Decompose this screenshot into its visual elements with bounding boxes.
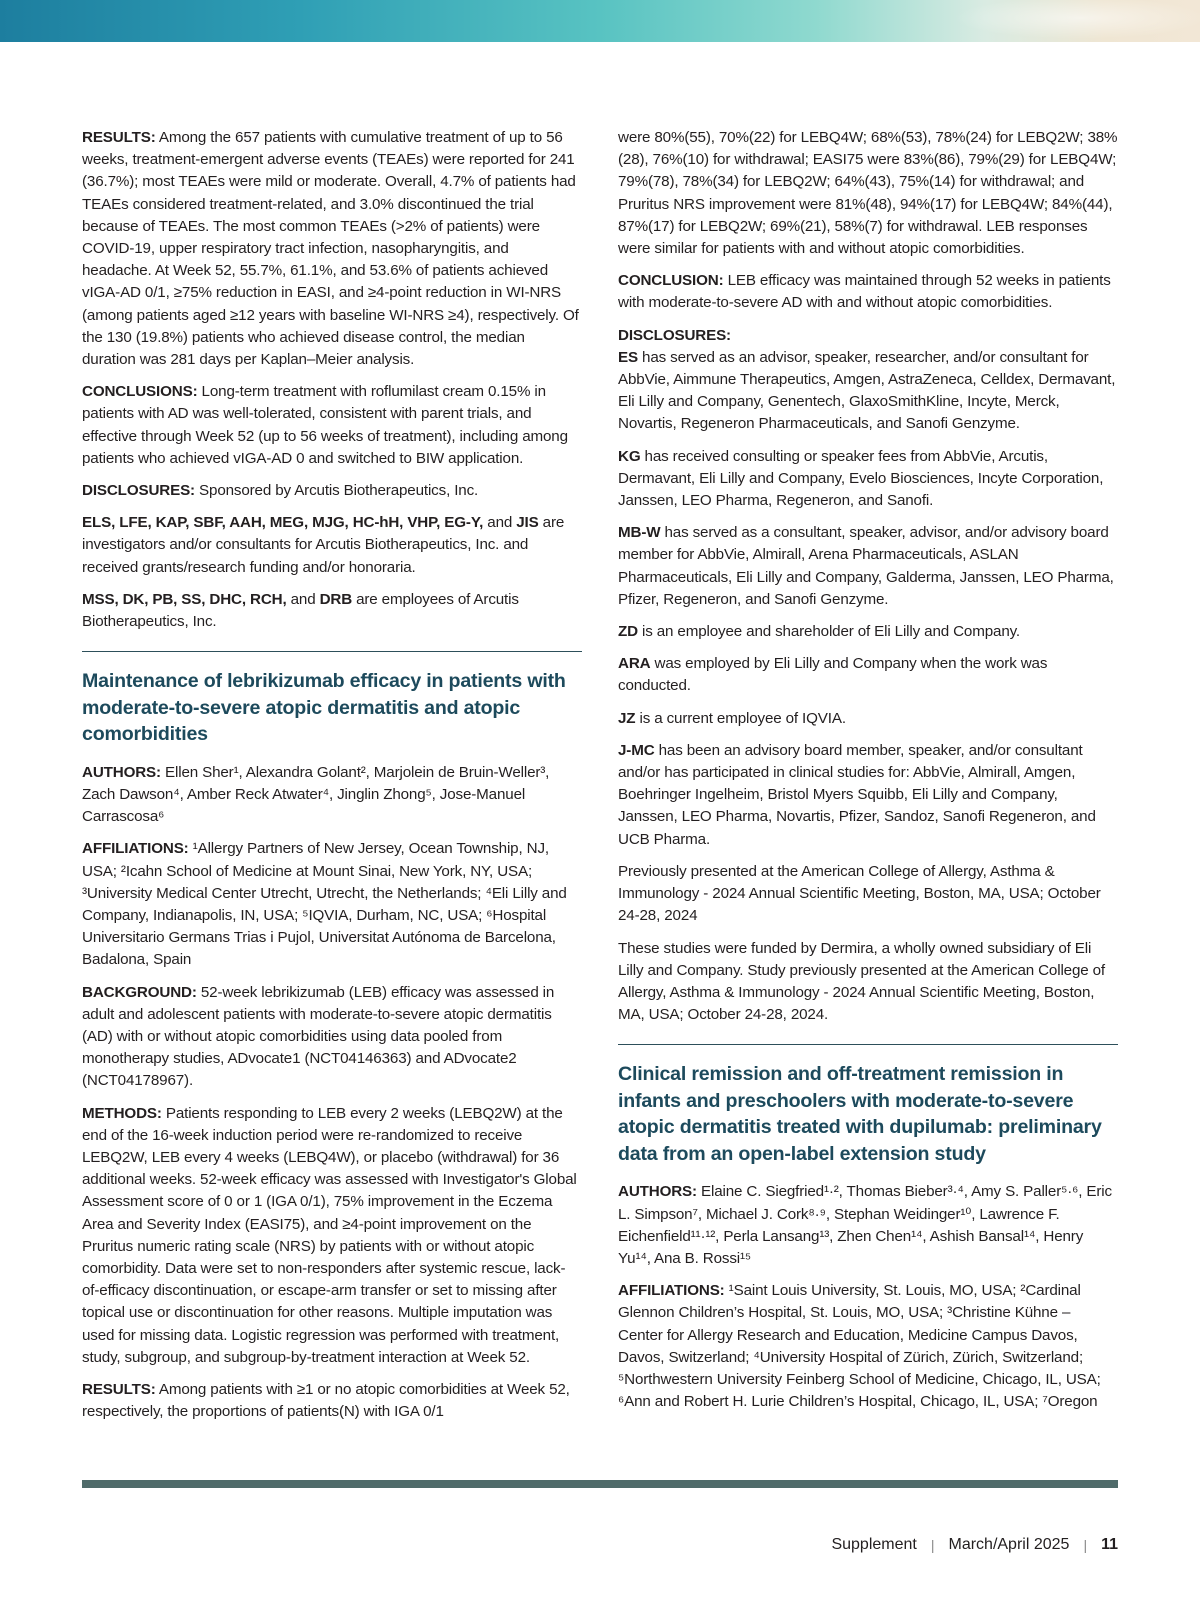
conclusion-label: CONCLUSION: (618, 272, 724, 290)
background-paragraph (82, 982, 582, 1093)
authors-paragraph (82, 762, 582, 829)
disclosures-label: DISCLOSURES: (618, 326, 731, 344)
background-label: BACKGROUND: (82, 983, 197, 1001)
page-footer (831, 1536, 1118, 1554)
publication-name: Supplement (831, 1536, 917, 1553)
left-column (82, 127, 582, 1433)
results-text: Among patients with ≥1 or no atopic comorbidities at Week 52, respectively, the proportions of patients(N) with IGA 0/1 (82, 1381, 570, 1421)
footer-separator: | (930, 1537, 935, 1553)
disclosures-label: DISCLOSURES: (82, 482, 195, 500)
disclosures-text: Sponsored by Arcutis Biotherapeutics, Inc. (194, 482, 479, 500)
employees-names: MSS, DK, PB, SS, DHC, RCH, (82, 590, 287, 608)
affiliations-paragraph (618, 1280, 1118, 1413)
disclosure-text: has served as an advisor, speaker, researcher, and/or consultant for AbbVie, Aimmune Therapeutics, Amgen, AstraZeneca, Celldex, Dermavant, Eli Lilly and Company, Genentech, GlaxoSmithKline, Incyte, Merck, Novartis, Regeneron Pharmaceuticals, and Sanofi Genzyme. (618, 348, 1116, 433)
issue-date: March/April 2025 (948, 1536, 1070, 1553)
disclosure-initials: KG (618, 447, 641, 465)
disclosure-text: is a current employee of IQVIA. (635, 709, 846, 727)
methods-text: Patients responding to LEB every 2 weeks (LEBQ2W) at the end of the 16-week induction period were re-randomized to receive LEBQ2W, LEB every 4 weeks (LEBQ4W), or placebo (withdrawal) for 36 additional weeks. 52-week efficacy was assessed with Investigator's Global Assessment score of 0 or 1 (IGA 0/1), 75% improvement in the Eczema Area and Severity Index (EASI75), and ≥4-point improvement on the Pruritus numeric rating scale (NRS) by patients with or without atopic comorbidity. Data were set to non-responders after systemic rescue, lack-of-efficacy discontinuation, or escape-arm transfer or set to missing after topical use or discontinuation for other reasons. Multiple imputation was used for missing data. Logistic regression was performed with treatment, study, subgroup, and subgroup-by-treatment interaction at Week 52. (82, 1104, 577, 1366)
conclusion-paragraph (618, 270, 1118, 314)
authors-label: AUTHORS: (82, 763, 161, 781)
investigators-jis: JIS (516, 514, 539, 532)
methods-paragraph (82, 1103, 582, 1369)
disclosure-initials: ES (618, 348, 638, 366)
disclosures-heading (618, 325, 1118, 347)
results-paragraph (82, 127, 582, 371)
section-divider (618, 1044, 1118, 1045)
employees-and: and (286, 590, 320, 608)
results-paragraph (82, 1379, 582, 1423)
disclosure-initials: ZD (618, 623, 638, 641)
conclusions-text: Long-term treatment with roflumilast cream 0.15% in patients with AD was well-tolerated, consistent with parent trials, and effective through Week 52 (up to 56 weeks of treatment), including among patients who achieved vIGA-AD 0 and switched to BIW application. (82, 383, 568, 467)
employees-drb: DRB (319, 590, 353, 608)
employees-paragraph (82, 589, 582, 633)
conclusions-label: CONCLUSIONS: (82, 383, 198, 401)
article-title: Maintenance of lebrikizumab efficacy in patients with moderate-to-severe atopic dermatitis and atopic comorbidities (82, 670, 566, 746)
section-divider (82, 651, 582, 652)
disclosure-zd (618, 621, 1118, 643)
employees-text: are employees of Arcutis Biotherapeutics, Inc. (82, 590, 519, 631)
affiliations-text: ¹Saint Louis University, St. Louis, MO, USA; ²Cardinal Glennon Children’s Hospital, St. Louis, MO, USA; ³Christine Kühne – Center for Allergy Research and Education, Medicine Campus Davos, Davos, Switzerland; ⁴University Hospital of Zürich, Zürich, Switzerland; ⁵Northwestern University Feinberg School of Medicine, Chicago, IL, USA; ⁶Ann and Robert H. Lurie Children’s Hospital, Chicago, IL, USA; ⁷Oregon (618, 1282, 1101, 1411)
results-text: Among the 657 patients with cumulative treatment of up to 56 weeks, treatment-emergent adverse events (TEAEs) were reported for 241 (36.7%); most TEAEs were mild or moderate. Overall, 4.7% of patients had TEAEs considered treatment-related, and 3.0% discontinued the trial because of TEAEs. The most common TEAEs (>2% of patients) were COVID-19, upper respiratory tract infection, nasopharyngitis, and headache. At Week 52, 55.7%, 61.1%, and 53.6% of patients achieved vIGA-AD 0/1, ≥75% reduction in EASI, and ≥4-point reduction in WI-NRS (among patients aged ≥12 years with baseline WI-NRS ≥4), respectively. Of the 130 (19.8%) patients who achieved disease control, the median duration was 281 days per Kaplan–Meier analysis. (82, 129, 579, 369)
background-text: 52-week lebrikizumab (LEB) efficacy was assessed in adult and adolescent patients with moderate-to-severe atopic dermatitis (AD) with or without atopic comorbidities using data pooled from monotherapy studies, ADvocate1 (NCT04146363) and ADvocate2 (NCT04178967). (82, 983, 555, 1090)
authors-text: Ellen Sher¹, Alexandra Golant², Marjolein de Bruin-Weller³, Zach Dawson⁴, Amber Reck Atwater⁴, Jinglin Zhong⁵, Jose-Manuel Carrascosa⁶ (82, 763, 550, 826)
disclosure-text: was employed by Eli Lilly and Company when the work was conducted. (618, 655, 1048, 695)
results-label: RESULTS: (82, 129, 156, 146)
disclosure-initials: J-MC (618, 741, 655, 759)
affiliations-label: AFFILIATIONS: (618, 1282, 725, 1300)
disclosure-mbw (618, 522, 1118, 611)
disclosures-paragraph (82, 480, 582, 502)
authors-text: Elaine C. Siegfried¹·², Thomas Bieber³·⁴, Amy S. Paller⁵·⁶, Eric L. Simpson⁷, Michael J. Cork⁸·⁹, Stephan Weidinger¹⁰, Lawrence F. Eichenfield¹¹·¹², Perla Lansang¹³, Zhen Chen¹⁴, Ashish Bansal¹⁴, Henry Yu¹⁴, Ana B. Rossi¹⁵ (618, 1183, 1112, 1267)
page-number: 11 (1101, 1536, 1118, 1553)
investigators-paragraph (82, 512, 582, 579)
disclosure-jz (618, 708, 1118, 730)
disclosure-ara (618, 653, 1118, 697)
conclusion-text: LEB efficacy was maintained through 52 weeks in patients with moderate-to-severe AD with and without atopic comorbidities. (618, 272, 1111, 312)
disclosure-text: has received consulting or speaker fees from AbbVie, Arcutis, Dermavant, Eli Lilly and Company, Evelo Biosciences, Incyte Corporation, Janssen, LEO Pharma, Regeneron, and Sanofi. (618, 447, 1104, 510)
footer-rule (82, 1480, 1118, 1488)
disclosure-jmc (618, 740, 1118, 851)
investigators-names: ELS, LFE, KAP, SBF, AAH, MEG, MJG, HC-hH, VHP, EG-Y, (82, 514, 484, 532)
disclosure-initials: ARA (618, 655, 651, 673)
authors-paragraph (618, 1181, 1118, 1270)
investigators-text: are investigators and/or consultants for Arcutis Biotherapeutics, Inc. and received grants/research funding and/or honoraria. (82, 514, 565, 576)
disclosure-initials: MB-W (618, 524, 661, 542)
conclusions-paragraph (82, 381, 582, 470)
results-label: RESULTS: (82, 1381, 156, 1399)
disclosure-text: has served as a consultant, speaker, advisor, and/or advisory board member for AbbVie, Almirall, Arena Pharmaceuticals, ASLAN Pharmaceuticals, Eli Lilly and Company, Galderma, Janssen, LEO Pharma, Pfizer, Regeneron, and Sanofi Genzyme. (618, 524, 1114, 608)
affiliations-paragraph (82, 838, 582, 971)
methods-label: METHODS: (82, 1104, 162, 1122)
authors-label: AUTHORS: (618, 1183, 697, 1201)
results-continued-paragraph: were 80%(55), 70%(22) for LEBQ4W; 68%(53), 78%(24) for LEBQ2W; 38%(28), 76%(10) for withdrawal; EASI75 were 83%(86), 79%(29) for LEBQ4W; 79%(78), 78%(34) for LEBQ2W; 64%(43), 75%(14) for withdrawal; and Pruritus NRS improvement were 81%(48), 94%(17) for LEBQ4W; 84%(44), 87%(17) for LEBQ2W; 69%(21), 58%(7) for withdrawal. LEB responses were similar for patients with and without atopic comorbidities. (618, 129, 1118, 258)
affiliations-label: AFFILIATIONS: (82, 840, 189, 858)
disclosure-es (618, 347, 1118, 436)
funding-paragraph: These studies were funded by Dermira, a wholly owned subsidiary of Eli Lilly and Company. Study previously presented at the American College of Allergy, Asthma & Immunology - 2024 Annual Scientific Meeting, Boston, MA, USA; October 24-28, 2024. (618, 939, 1106, 1024)
header-banner-image (0, 0, 1200, 42)
right-column (618, 127, 1118, 1423)
footer-separator: | (1083, 1537, 1088, 1553)
article-title: Clinical remission and off-treatment remission in infants and preschoolers with moderate-to-severe atopic dermatitis treated with dupilumab: preliminary data from an open-label extension study (618, 1063, 1102, 1165)
investigators-and: and (483, 514, 517, 532)
affiliations-text: ¹Allergy Partners of New Jersey, Ocean Township, NJ, USA; ²Icahn School of Medicine at Mount Sinai, New York, NY, USA; ³University Medical Center Utrecht, Utrecht, the Netherlands; ⁴Eli Lilly and Company, Indianapolis, IN, USA; ⁵IQVIA, Durham, NC, USA; ⁶Hospital Universitario Germans Trias i Pujol, Universitat Autónoma de Barcelona, Badalona, Spain (82, 840, 567, 969)
previously-presented-paragraph: Previously presented at the American College of Allergy, Asthma & Immunology - 2024 Annual Scientific Meeting, Boston, MA, USA; October 24-28, 2024 (618, 862, 1101, 925)
disclosure-text: has been an advisory board member, speaker, and/or consultant and/or has participated in clinical studies for: AbbVie, Almirall, Amgen, Boehringer Ingelheim, Bristol Myers Squibb, Eli Lilly and Company, Janssen, LEO Pharma, Novartis, Pfizer, Sandoz, Sanofi Regeneron, and UCB Pharma. (618, 741, 1096, 848)
disclosure-kg (618, 446, 1118, 513)
disclosure-initials: JZ (618, 709, 636, 727)
disclosure-text: is an employee and shareholder of Eli Lilly and Company. (637, 623, 1020, 641)
